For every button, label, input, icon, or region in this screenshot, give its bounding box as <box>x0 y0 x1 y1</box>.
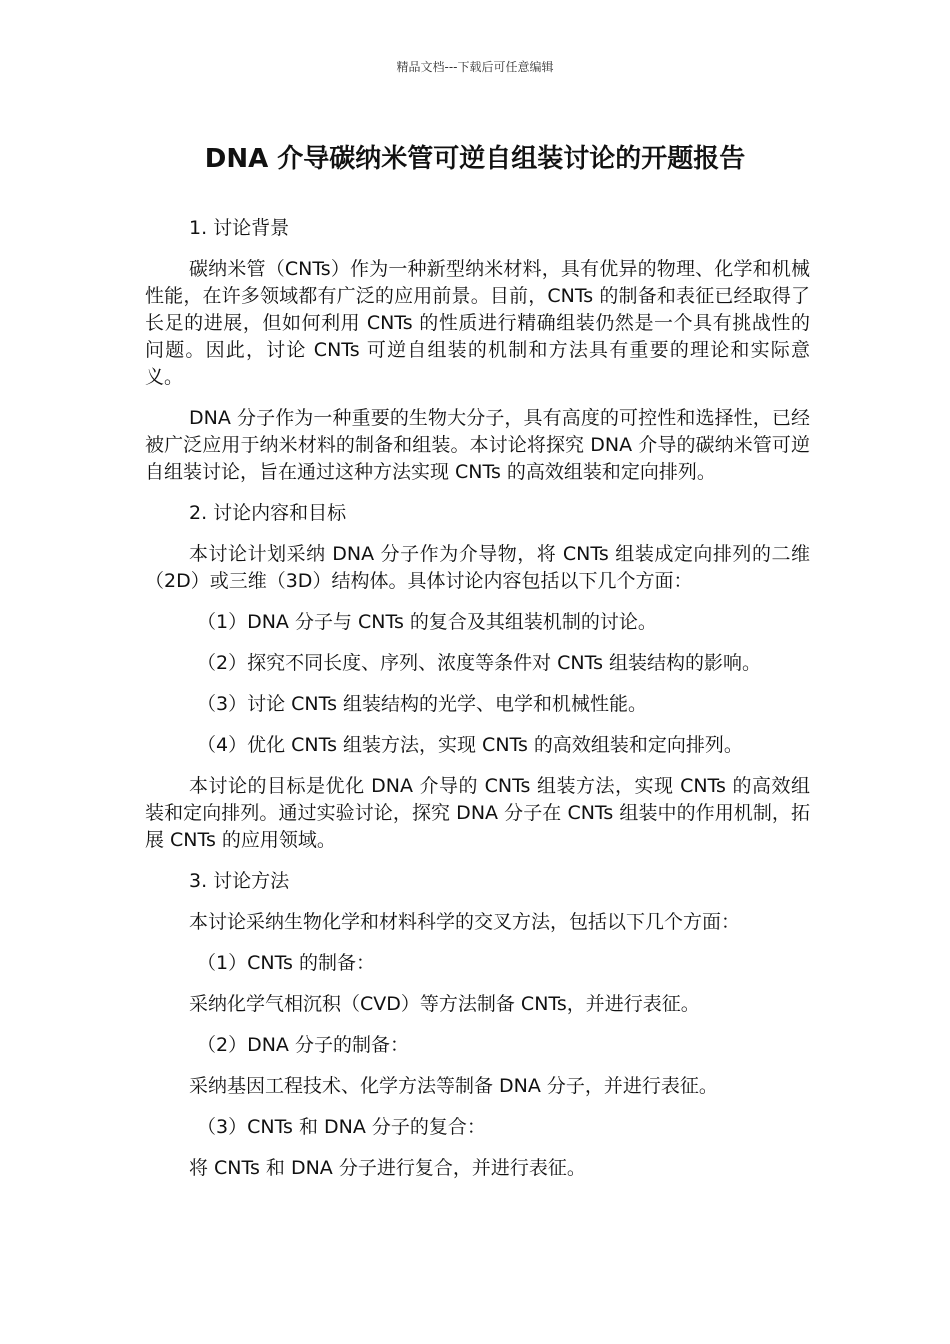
method-description: 采纳化学气相沉积（CVD）等方法制备 CNTs，并进行表征。 <box>189 993 700 1015</box>
page-header: 精品文档---下载后可任意编辑 <box>396 60 554 74</box>
document-title: DNA 介导碳纳米管可逆自组装讨论的开题报告 <box>204 144 746 174</box>
list-item: （4）优化 CNTs 组装方法，实现 CNTs 的高效组装和定向排列。 <box>197 734 743 756</box>
paragraph-methods-intro: 本讨论采纳生物化学和材料科学的交叉方法，包括以下几个方面： <box>189 911 741 933</box>
paragraph-dna-intro: DNA 分子作为一种重要的生物大分子，具有高度的可控性和选择性，已经被广泛应用于纳米材料的制备和组装。本讨论将探究 DNA 介导的碳纳米管可逆自组装讨论，旨在通过这种方法实现 CNTs 的高效组装和定向排列。 <box>145 407 810 483</box>
method-description: 将 CNTs 和 DNA 分子进行复合，并进行表征。 <box>189 1157 586 1179</box>
section-heading-methods: 3. 讨论方法 <box>189 870 290 892</box>
list-item: （3）CNTs 和 DNA 分子的复合： <box>197 1116 486 1138</box>
list-item: （1）CNTs 的制备： <box>197 952 375 974</box>
section-heading-background: 1. 讨论背景 <box>189 217 290 239</box>
document-body <box>145 215 810 1196</box>
list-item: （2）DNA 分子的制备： <box>197 1034 409 1056</box>
section-heading-content-goals: 2. 讨论内容和目标 <box>189 502 347 524</box>
method-description: 采纳基因工程技术、化学方法等制备 DNA 分子，并进行表征。 <box>189 1075 718 1097</box>
paragraph-research-plan: 本讨论计划采纳 DNA 分子作为介导物，将 CNTs 组装成定向排列的二维（2D）或三维（3D）结构体。具体讨论内容包括以下几个方面： <box>145 543 810 592</box>
list-item: （2）探究不同长度、序列、浓度等条件对 CNTs 组装结构的影响。 <box>197 652 762 674</box>
list-item: （3）讨论 CNTs 组装结构的光学、电学和机械性能。 <box>197 693 648 715</box>
paragraph-goals: 本讨论的目标是优化 DNA 介导的 CNTs 组装方法，实现 CNTs 的高效组装和定向排列。通过实验讨论，探究 DNA 分子在 CNTs 组装中的作用机制，拓展 CNTs 的应用领域。 <box>145 775 810 851</box>
list-item: （1）DNA 分子与 CNTs 的复合及其组装机制的讨论。 <box>197 611 657 633</box>
paragraph-cnts-intro: 碳纳米管（CNTs）作为一种新型纳米材料，具有优异的物理、化学和机械性能，在许多领域都有广泛的应用前景。目前，CNTs 的制备和表征已经取得了长足的进展，但如何利用 CNTs 的性质进行精确组装仍然是一个具有挑战性的问题。因此，讨论 CNTs 可逆自组装的机制和方法具有重要的理论和实际意义。 <box>145 258 810 388</box>
